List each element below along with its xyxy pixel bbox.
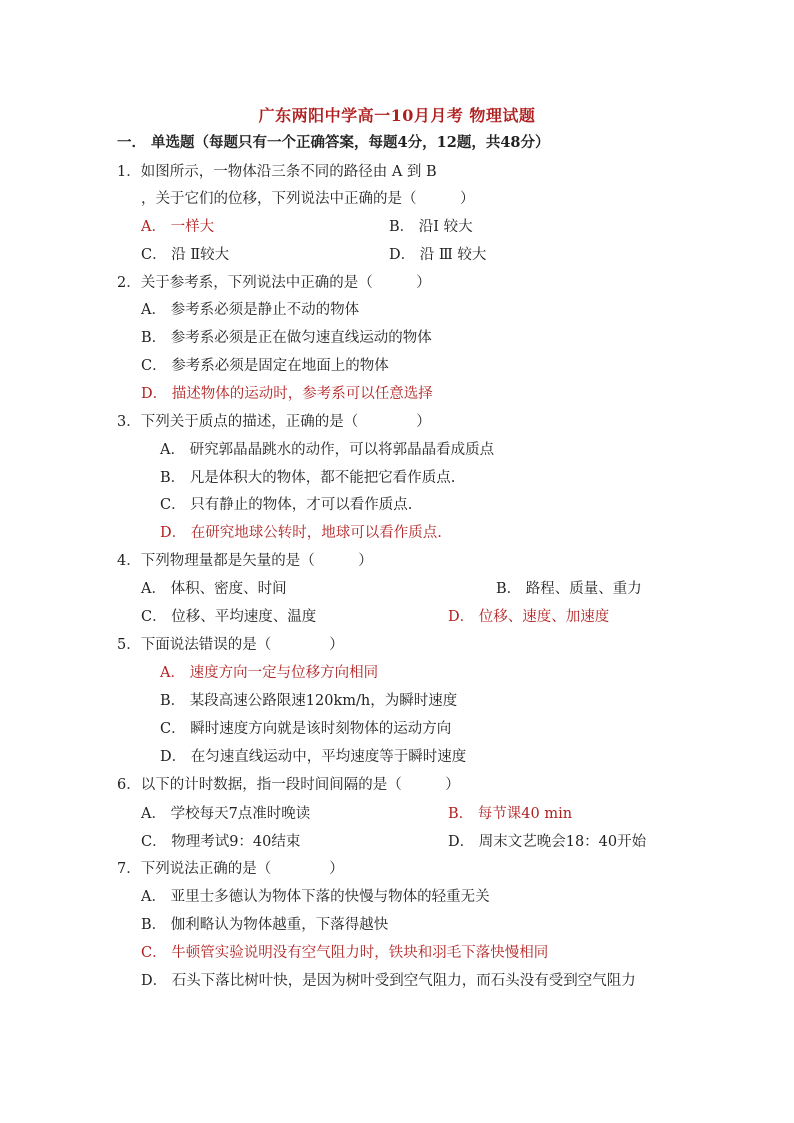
- question-3-option-a: A． 研究郭晶晶跳水的动作，可以将郭晶晶看成质点: [160, 442, 495, 458]
- question-7-option-a: A． 亚里士多德认为物体下落的快慢与物体的轻重无关: [141, 889, 490, 905]
- question-7-option-d: D． 石头下落比树叶快，是因为树叶受到空气阻力，而石头没有受到空气阻力: [141, 973, 636, 989]
- question-6-option-b: B． 每节课40 min: [448, 806, 573, 822]
- question-4-stem: 4．下列物理量都是矢量的是（ ）: [117, 553, 373, 569]
- question-2-option-b: B． 参考系必须是正在做匀速直线运动的物体: [141, 330, 432, 346]
- question-4-option-a: A． 体积、密度、时间: [141, 581, 287, 597]
- question-6-option-a: A． 学校每天7点准时晚读: [141, 806, 311, 822]
- question-6-stem: 6．以下的计时数据，指一段时间间隔的是（ ）: [117, 777, 460, 793]
- question-5-option-c: C． 瞬时速度方向就是该时刻物体的运动方向: [160, 721, 452, 737]
- question-7-option-c: C． 牛顿管实验说明没有空气阻力时，铁块和羽毛下落快慢相同: [141, 945, 549, 961]
- question-4-option-c: C． 位移、平均速度、温度: [141, 609, 317, 625]
- section-heading: 一． 单选题（每题只有一个正确答案，每题4分，12题，共48分）: [117, 134, 550, 151]
- question-5-option-d: D． 在匀速直线运动中，平均速度等于瞬时速度: [160, 749, 467, 765]
- question-2-option-a: A． 参考系必须是静止不动的物体: [141, 302, 360, 318]
- question-4-option-b: B． 路程、质量、重力: [496, 581, 642, 597]
- question-6-option-c: C． 物理考试9：40结束: [141, 834, 301, 850]
- question-3-option-b: B． 凡是体积大的物体，都不能把它看作质点.: [160, 470, 456, 486]
- question-7-option-b: B． 伽利略认为物体越重，下落得越快: [141, 917, 389, 933]
- question-5-option-a: A． 速度方向一定与位移方向相同: [160, 665, 379, 681]
- question-1-option-c: C． 沿 Ⅱ较大: [141, 247, 230, 263]
- question-3-option-c: C． 只有静止的物体，才可以看作质点.: [160, 497, 413, 513]
- question-1-stem: 1．如图所示，一物体沿三条不同的路径由 A 到 B: [117, 164, 437, 180]
- question-4-option-d: D． 位移、速度、加速度: [448, 609, 610, 625]
- question-5-option-b: B． 某段高速公路限速120km/h，为瞬时速度: [160, 693, 458, 709]
- question-7-stem: 7．下列说法正确的是（ ）: [117, 861, 344, 877]
- question-1-stem-cont: ，关于它们的位移，下列说法中正确的是（ ）: [141, 191, 475, 207]
- page-title: 广东两阳中学高一10月月考 物理试题: [258, 106, 536, 125]
- question-2-option-d: D． 描述物体的运动时，参考系可以任意选择: [141, 386, 433, 402]
- question-1-option-b: B． 沿Ⅰ 较大: [389, 219, 473, 235]
- question-3-option-d: D． 在研究地球公转时，地球可以看作质点.: [160, 525, 442, 541]
- question-1-option-a: A． 一样大: [141, 219, 215, 235]
- question-5-stem: 5．下面说法错误的是（ ）: [117, 637, 344, 653]
- question-1-option-d: D． 沿 Ⅲ 较大: [389, 247, 487, 263]
- question-3-stem: 3．下列关于质点的描述，正确的是（ ）: [117, 414, 431, 430]
- question-6-option-d: D． 周末文艺晚会18：40开始: [448, 834, 647, 850]
- question-2-stem: 2．关于参考系，下列说法中正确的是（ ）: [117, 275, 431, 291]
- question-2-option-c: C． 参考系必须是固定在地面上的物体: [141, 358, 389, 374]
